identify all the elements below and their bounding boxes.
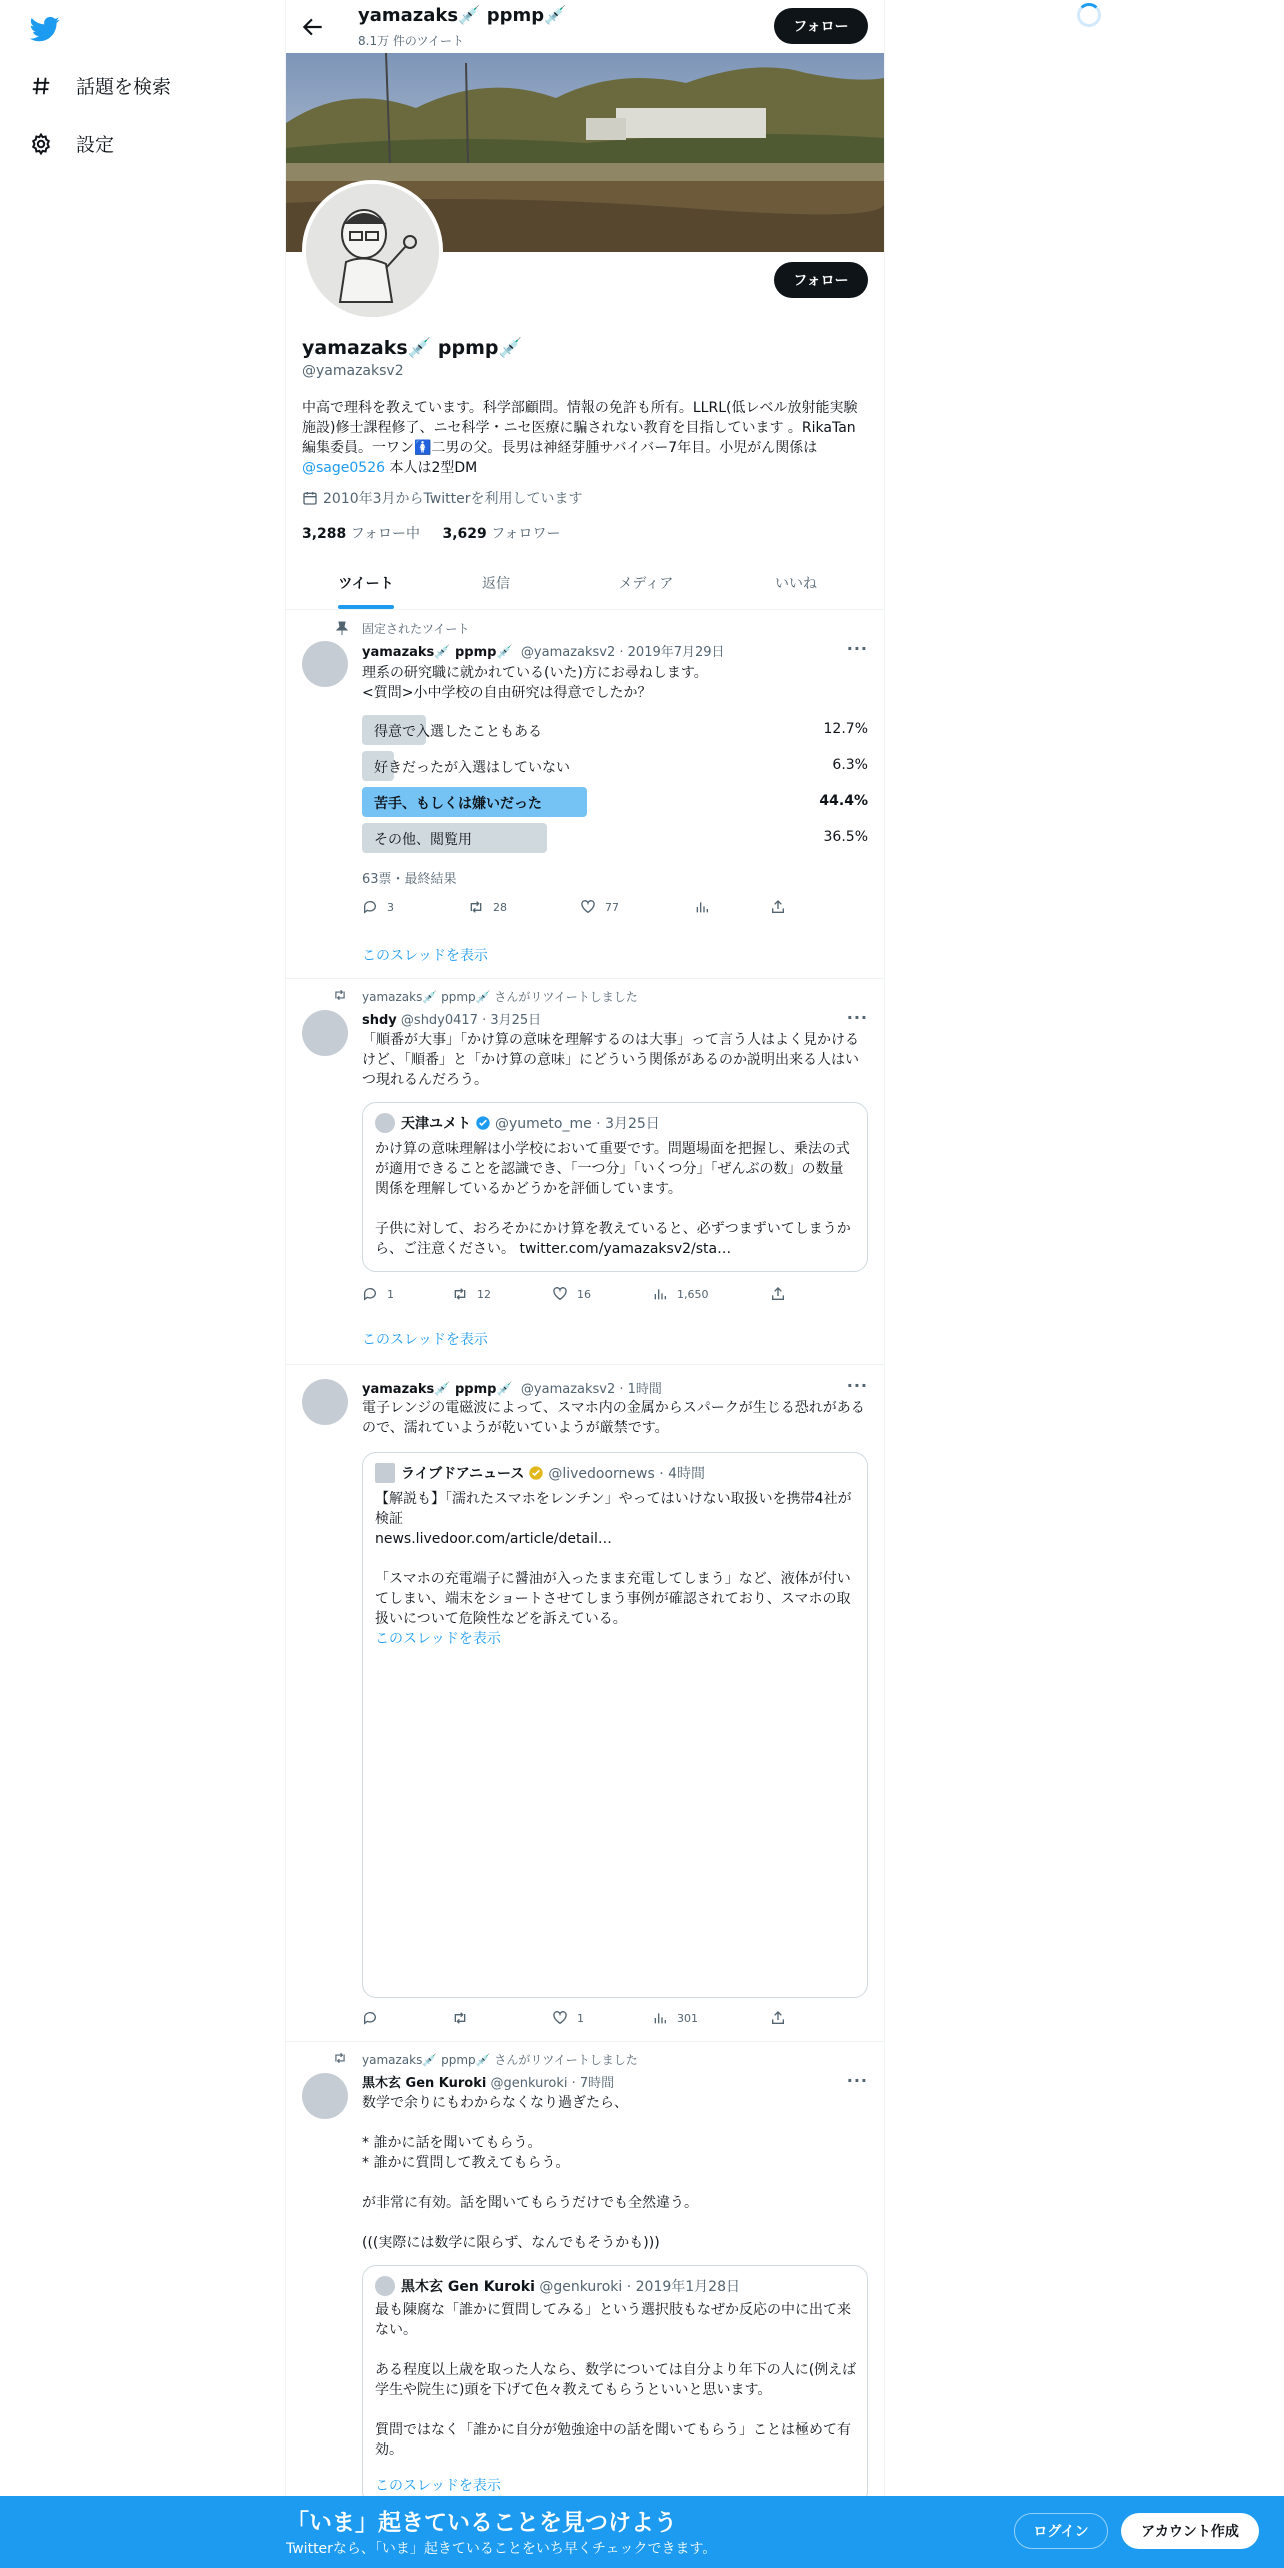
poll-option <box>362 715 868 745</box>
quote-author-name: 天津ユメト <box>401 1116 471 1132</box>
reply-button[interactable] <box>362 899 394 915</box>
nav-explore[interactable] <box>28 72 171 99</box>
tweet-meta <box>362 1378 662 1397</box>
tweet-meta <box>362 641 725 660</box>
tweet-text: 理系の研究職に就かれている(いた)方にお尋ねします。 <質問>小中学校の自由研究は得意でしたか？ <box>362 665 708 701</box>
heart-icon <box>580 899 596 915</box>
hashtag-icon <box>28 73 54 99</box>
header-follow-button[interactable]: フォロー <box>774 8 868 44</box>
retweet-button[interactable] <box>452 2010 477 2026</box>
profile-follow-button[interactable]: フォロー <box>774 262 868 298</box>
quote-handle-time: @livedoornews · 4時間 <box>548 1466 706 1482</box>
reply-count: 1 <box>387 1287 394 1301</box>
quote-handle-time: @yumeto_me · 3月25日 <box>495 1116 660 1132</box>
quote-header <box>375 1113 660 1133</box>
like-count: 1 <box>577 2011 584 2025</box>
profile-name: yamazaks💉 ppmp💉 <box>302 337 523 359</box>
reply-button[interactable] <box>362 1286 394 1302</box>
show-thread-link[interactable]: このスレッドを表示 <box>362 948 488 964</box>
tab-tweets[interactable]: ツイート <box>338 576 394 592</box>
retweet-icon <box>452 1286 468 1302</box>
retweet-icon <box>452 2010 468 2026</box>
following-count: 3,288 <box>302 526 347 542</box>
reply-icon <box>362 1286 378 1302</box>
profile-handle: @yamazaksv2 <box>302 363 404 379</box>
tab-replies[interactable]: 返信 <box>482 576 510 592</box>
nav-settings[interactable] <box>28 130 114 157</box>
avatar[interactable] <box>302 1010 348 1056</box>
author-name[interactable]: shdy <box>362 1013 397 1028</box>
retweet-count: 28 <box>493 900 507 914</box>
quote-text: 【解説も】「濡れたスマホをレンチン」やってはいけない取扱いを携帯4社が検証 news.livedoor.com/article/detail… 「スマホの充電端子に醤油が入ったまま充電してしまう」など、液体が付いてしまい、端末をショートさせてしまう事例が確認されており、スマホの取扱いについて危険性などを訴えている。 <box>375 1491 852 1627</box>
more-options-icon[interactable]: ··· <box>846 639 868 658</box>
pinned-label: 固定されたツイート <box>362 622 470 636</box>
quote-text: かけ算の意味理解は小学校において重要です。問題場面を把握し、乗法の式が適用できることを認識でき、「一つ分」「いくつ分」「ぜんぶの数」の数量関係を理解しているかどうかを評価しています。 子供に対して、おろそかにかけ算を教えていると、必ずつまずいてしまうから、ご注意ください。 twitter.com/yamazaksv2/sta… <box>375 1141 851 1257</box>
like-count: 77 <box>605 900 619 914</box>
share-button[interactable] <box>770 2010 795 2026</box>
reply-icon <box>362 2010 378 2026</box>
share-icon <box>770 1286 786 1302</box>
gear-icon <box>28 131 54 157</box>
tweet-microwave[interactable] <box>286 1366 884 2042</box>
tab-likes[interactable]: いいね <box>775 576 817 592</box>
quote-header <box>375 2276 740 2296</box>
author-name[interactable]: yamazaks💉 ppmp💉 <box>362 1382 513 1397</box>
tweet-meta <box>362 2072 614 2091</box>
followers-link[interactable] <box>443 526 561 542</box>
quote-handle-time: @genkuroki · 2019年1月28日 <box>539 2279 740 2295</box>
handle-time[interactable]: @yamazaksv2 · 2019年7月29日 <box>520 645 725 660</box>
tweet-actions <box>362 1286 782 1306</box>
following-link[interactable] <box>302 526 420 542</box>
avatar <box>375 2276 395 2296</box>
like-button[interactable] <box>552 1286 591 1302</box>
tweet-retweet-shdy[interactable] <box>286 980 884 1365</box>
poll-option-label: 好きだったが入選はしていない <box>374 760 570 776</box>
retweet-button[interactable] <box>468 899 507 915</box>
author-name[interactable]: yamazaks💉 ppmp💉 <box>362 645 513 660</box>
following-label: フォロー中 <box>346 526 421 542</box>
profile-column <box>285 0 885 2568</box>
poll-option-percent: 6.3% <box>832 757 868 773</box>
joined-text: 2010年3月からTwitterを利用しています <box>323 491 583 507</box>
bio-tail: 本人は2型DM <box>385 460 478 476</box>
login-button[interactable]: ログイン <box>1014 2513 1108 2549</box>
back-arrow-icon[interactable] <box>300 14 326 40</box>
views-count: 1,650 <box>677 1287 709 1301</box>
followers-label: フォロワー <box>486 526 561 542</box>
followers-count: 3,629 <box>442 526 487 542</box>
like-button[interactable] <box>580 899 619 915</box>
retweet-button[interactable] <box>452 1286 491 1302</box>
avatar[interactable] <box>302 2073 348 2119</box>
analytics-icon <box>652 2010 668 2026</box>
tab-media[interactable]: メディア <box>618 576 674 592</box>
tweet-pinned-poll[interactable] <box>286 611 884 979</box>
analytics-button[interactable] <box>694 899 719 915</box>
retweeted-by[interactable]: yamazaks💉 ppmp💉 さんがリツイートしました <box>362 2053 638 2067</box>
quote-show-thread-link[interactable]: このスレッドを表示 <box>375 1631 501 1647</box>
avatar[interactable] <box>302 641 348 687</box>
analytics-icon <box>652 1286 668 1302</box>
profile-tabs <box>286 556 884 610</box>
reply-count: 3 <box>387 900 394 914</box>
tweet-retweet-genkuroki[interactable] <box>286 2043 884 2503</box>
reply-button[interactable] <box>362 2010 387 2026</box>
share-button[interactable] <box>770 1286 795 1302</box>
quoted-tweet[interactable] <box>362 2265 868 2505</box>
retweet-count: 12 <box>477 1287 491 1301</box>
share-button[interactable] <box>770 899 795 915</box>
share-icon <box>770 899 786 915</box>
reply-icon <box>362 899 378 915</box>
poll-option-label: 得意で入選したこともある <box>374 724 542 740</box>
poll-option-percent: 36.5% <box>823 829 868 845</box>
share-icon <box>770 2010 786 2026</box>
more-options-icon[interactable]: ··· <box>846 2071 868 2090</box>
handle-time[interactable]: @shdy0417 · 3月25日 <box>400 1013 542 1028</box>
retweet-icon <box>332 988 348 1002</box>
verified-badge-icon <box>475 1115 491 1131</box>
profile-header-bar <box>286 0 884 53</box>
verified-badge-gold-icon <box>528 1465 544 1481</box>
poll-option-label: その他、閲覧用 <box>374 832 472 848</box>
quoted-tweet[interactable] <box>362 1452 868 1998</box>
views-count: 301 <box>677 2011 698 2025</box>
retweet-icon <box>468 899 484 915</box>
nav-explore-label: 話題を検索 <box>76 76 172 98</box>
calendar-icon <box>302 490 318 506</box>
signup-button[interactable]: アカウント作成 <box>1121 2513 1259 2549</box>
poll-option-percent: 12.7% <box>823 721 868 737</box>
quoted-tweet[interactable] <box>362 1102 868 1272</box>
handle-time[interactable]: @genkuroki · 7時間 <box>490 2076 615 2091</box>
bio-text: 中高で理科を教えています。科学部顧問。情報の免許も所有。LLRL(低レベル放射能実験施設)修士課程修了、ニセ科学・ニセ医療に騙されない教育を目指しています 。RikaTan編集委員。一ワン🚺二男の父。長男は神経芽腫サバイバー7年目。小児がん関係は <box>302 400 858 456</box>
retweet-icon <box>332 2051 348 2065</box>
views-button[interactable] <box>652 1286 709 1302</box>
pin-icon <box>336 621 348 635</box>
poll-option-percent: 44.4% <box>819 793 868 809</box>
avatar <box>375 1463 395 1483</box>
bottom-subtext: Twitterなら、「いま」起きていることをいち早くチェックできます。 <box>286 2541 717 2557</box>
handle-time[interactable]: @yamazaksv2 · 1時間 <box>520 1382 662 1397</box>
twitter-bird-logo-icon[interactable] <box>28 14 62 44</box>
poll-meta: 63票・最終結果 <box>362 872 457 887</box>
header-name: yamazaks💉 ppmp💉 <box>358 5 567 26</box>
profile-joined <box>302 488 582 508</box>
tweet-actions <box>362 2010 782 2030</box>
poll-option <box>362 823 868 853</box>
tweet-text: 電子レンジの電磁波によって、スマホ内の金属からスパークが生じる恐れがあるので、濡れていようが乾いていようが厳禁です。 <box>362 1400 865 1436</box>
active-tab-indicator <box>338 605 394 609</box>
tweet-meta <box>362 1009 541 1028</box>
views-button[interactable] <box>652 2010 698 2026</box>
heart-icon <box>552 2010 568 2026</box>
loading-spinner-icon <box>1077 3 1101 27</box>
more-options-icon[interactable]: ··· <box>846 1008 868 1027</box>
quote-author-name: 黒木玄 Gen Kuroki <box>401 2279 535 2295</box>
tweet-text: 「順番が大事」「かけ算の意味を理解するのは大事」って言う人はよく見かけるけど、「順番」と「かけ算の意味」にどういう関係があるのか説明出来る人はいつ現れるんだろう。 <box>362 1032 859 1088</box>
nav-settings-label: 設定 <box>76 134 115 156</box>
quote-author-name: ライブドアニュース <box>401 1466 525 1482</box>
quote-text: 最も陳腐な「誰かに質問してみる」という選択肢もなぜか反応の中に出て来ない。 ある程度以上歳を取った人なら、数学については自分より年下の人に(例えば学生や院生に)頭を下げて色々教えてもらうといいと思います。 質問ではなく「誰かに自分が勉強途中の話を聞いてもらう」ことは極めて有効。 <box>375 2302 857 2458</box>
show-thread-link[interactable]: このスレッドを表示 <box>362 1332 488 1348</box>
author-name[interactable]: 黒木玄 Gen Kuroki <box>362 2076 487 2091</box>
like-count: 16 <box>577 1287 591 1301</box>
profile-bio <box>302 398 868 478</box>
avatar[interactable] <box>302 1379 348 1425</box>
analytics-icon <box>694 899 710 915</box>
avatar <box>375 1113 395 1133</box>
like-button[interactable] <box>552 2010 584 2026</box>
header-tweet-count: 8.1万 件のツイート <box>358 34 465 48</box>
tweet-actions <box>362 899 782 919</box>
retweeted-by[interactable]: yamazaks💉 ppmp💉 さんがリツイートしました <box>362 990 638 1004</box>
poll-option <box>362 751 868 781</box>
bio-mention-link[interactable]: @sage0526 <box>302 460 386 476</box>
quote-header <box>375 1463 705 1483</box>
heart-icon <box>552 1286 568 1302</box>
poll-option-winner <box>362 787 868 817</box>
profile-avatar[interactable] <box>302 180 443 321</box>
quote-show-thread-link[interactable]: このスレッドを表示 <box>375 2478 501 2494</box>
bottom-headline: 「いま」起きていることを見つけよう <box>286 2510 677 2536</box>
more-options-icon[interactable]: ··· <box>846 1376 868 1395</box>
signup-bottom-bar <box>0 2496 1284 2568</box>
tweet-text: 数学で余りにもわからなくなり過ぎたら、 * 誰かに話を聞いてもらう。 * 誰かに質問して教えてもらう。 が非常に有効。話を聞いてもらうだけでも全然違う。 (((実際には数学に限らず、なんでもそうかも))) <box>362 2095 698 2251</box>
poll-option-label: 苦手、もしくは嫌いだった <box>374 796 542 812</box>
profile-stats <box>302 523 561 543</box>
